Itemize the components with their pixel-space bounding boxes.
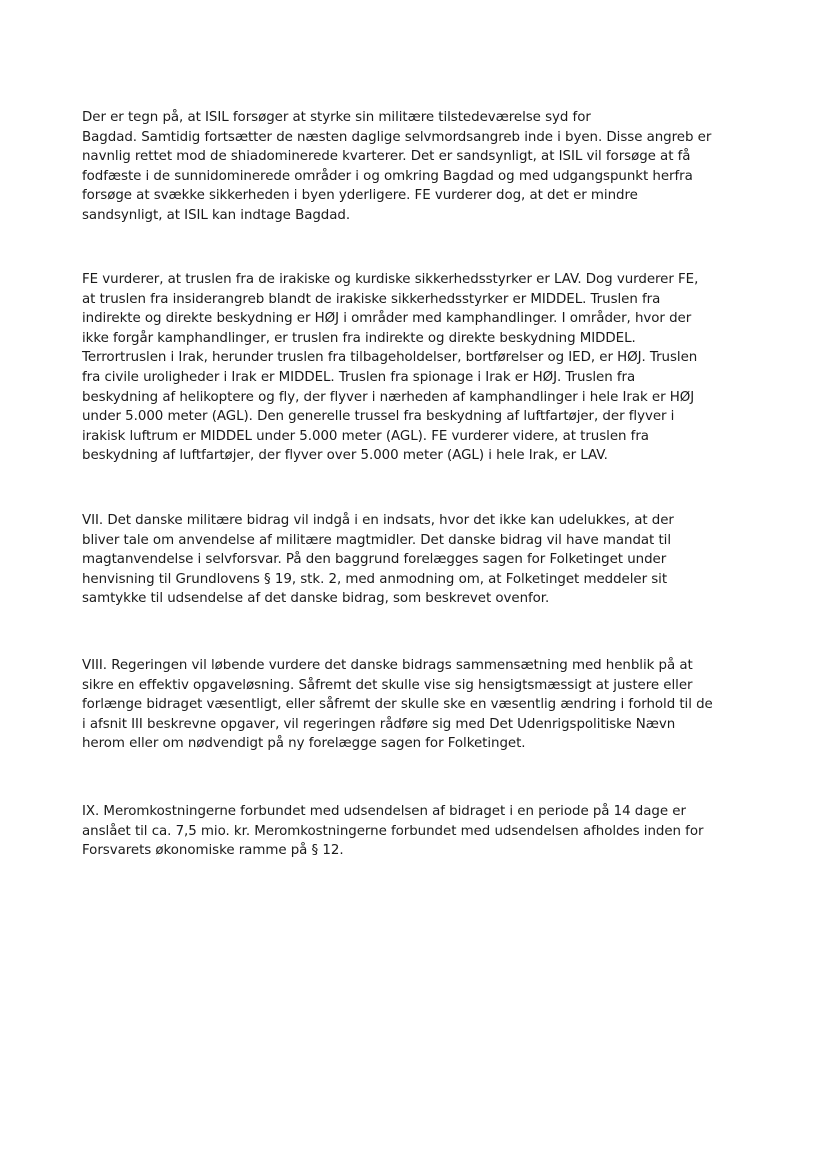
text-line: ikke forgår kamphandlinger, er truslen fra indirekte og direkte beskydning MIDDEL. bbox=[82, 330, 636, 346]
text-line: forlænge bidraget væsentligt, eller såfremt der skulle ske en væsentlig ændring i forhold til de bbox=[82, 697, 713, 713]
paragraph-section-vii bbox=[82, 511, 762, 609]
text-line: beskydning af helikoptere og fly, der flyver i nærheden af kamphandlinger i hele Irak er HØJ bbox=[82, 389, 695, 405]
text-line: bliver tale om anvendelse af militære magtmidler. Det danske bidrag vil have mandat til bbox=[82, 532, 672, 548]
text-line: samtykke til udsendelse af det danske bidrag, som beskrevet ovenfor. bbox=[82, 591, 550, 607]
paragraph-threat-assessment bbox=[82, 270, 762, 466]
text-line: under 5.000 meter (AGL). Den generelle trussel fra beskydning af luftfartøjer, der flyver i bbox=[82, 409, 675, 425]
text-line: Bagdad. Samtidig fortsætter de næsten daglige selvmordsangreb inde i byen. Disse angreb er bbox=[82, 129, 712, 145]
text-line: sandsynligt, at ISIL kan indtage Bagdad. bbox=[82, 207, 351, 223]
text-line: henvisning til Grundlovens § 19, stk. 2, med anmodning om, at Folketinget meddeler sit bbox=[82, 571, 668, 587]
text-line: i afsnit III beskrevne opgaver, vil regeringen rådføre sig med Det Udenrigspolitiske Nævn bbox=[82, 716, 676, 732]
text-line: herom eller om nødvendigt på ny forelægge sagen for Folketinget. bbox=[82, 736, 526, 752]
text-line: indirekte og direkte beskydning er HØJ i områder med kamphandlinger. I områder, hvor der bbox=[82, 311, 692, 327]
text-line: beskydning af luftfartøjer, der flyver over 5.000 meter (AGL) i hele Irak, er LAV. bbox=[82, 448, 608, 464]
paragraph-section-ix bbox=[82, 802, 762, 861]
text-line: FE vurderer, at truslen fra de irakiske og kurdiske sikkerhedsstyrker er LAV. Dog vurderer FE, bbox=[82, 272, 699, 287]
text-line: fra civile uroligheder i Irak er MIDDEL. Truslen fra spionage i Irak er HØJ. Truslen fra bbox=[82, 369, 636, 385]
text-line: sikre en effektiv opgaveløsning. Såfremt det skulle vise sig hensigtsmæssigt at justere eller bbox=[82, 677, 693, 693]
paragraph-isil-bagdad bbox=[82, 108, 762, 226]
text-line: VII. Det danske militære bidrag vil indgå i en indsats, hvor det ikke kan udelukkes, at der bbox=[82, 513, 674, 528]
text-line: fodfæste i de sunnidominerede områder i og omkring Bagdad og med udgangspunkt herfra bbox=[82, 168, 693, 184]
text-line: magtanvendelse i selvforsvar. På den baggrund forelægges sagen for Folketinget under bbox=[82, 552, 667, 568]
text-line: navnlig rettet mod de shiadominerede kvarterer. Det er sandsynligt, at ISIL vil forsøge at få bbox=[82, 149, 691, 165]
text-line: Forsvarets økonomiske ramme på § 12. bbox=[82, 843, 344, 859]
text-line: Der er tegn på, at ISIL forsøger at styrke sin militære tilstedeværelse syd for bbox=[82, 110, 591, 125]
text-line: forsøge at svække sikkerheden i byen yderligere. FE vurderer dog, at det er mindre bbox=[82, 188, 638, 204]
text-line: Terrortruslen i Irak, herunder truslen fra tilbageholdelser, bortførelser og IED, er HØJ. Truslen bbox=[82, 350, 698, 366]
text-line: irakisk luftrum er MIDDEL under 5.000 meter (AGL). FE vurderer videre, at truslen fra bbox=[82, 428, 649, 444]
text-line: IX. Meromkostningerne forbundet med udsendelsen af bidraget i en periode på 14 dage er bbox=[82, 804, 686, 819]
paragraph-section-viii bbox=[82, 656, 762, 754]
text-line: VIII. Regeringen vil løbende vurdere det danske bidrags sammensætning med henblik på at bbox=[82, 658, 693, 673]
text-line: at truslen fra insiderangreb blandt de irakiske sikkerhedsstyrker er MIDDEL. Truslen fra bbox=[82, 291, 661, 307]
text-line: anslået til ca. 7,5 mio. kr. Meromkostningerne forbundet med udsendelsen afholdes inden for bbox=[82, 823, 704, 839]
